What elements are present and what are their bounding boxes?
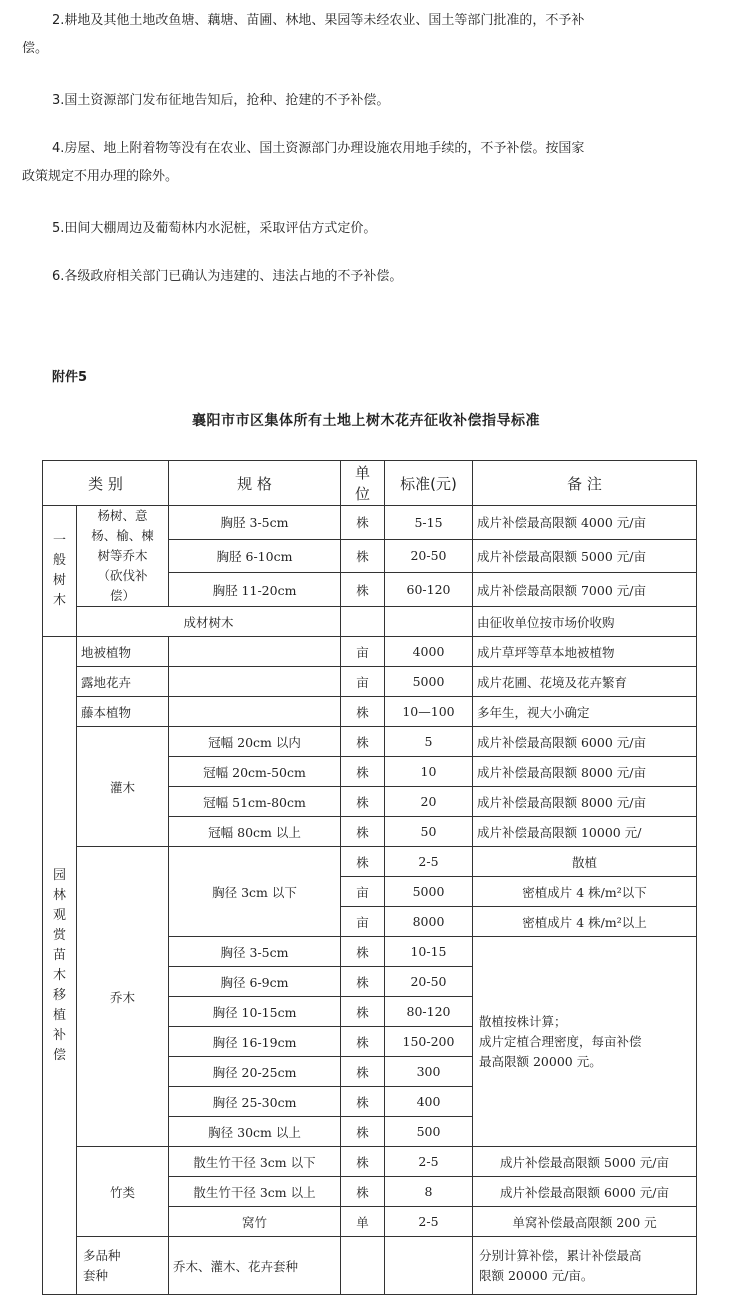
unit-cell: 株 bbox=[341, 539, 385, 573]
standard-cell: 10-15 bbox=[385, 937, 473, 967]
remark-cell: 分别计算补偿，累计补偿最高 限额 20000 元/亩。 bbox=[473, 1237, 697, 1295]
remark-cell: 成片补偿最高限额 6000 元/亩 bbox=[473, 1177, 697, 1207]
standard-cell: 400 bbox=[385, 1087, 473, 1117]
spec-cell: 胸径 16-19cm bbox=[169, 1027, 341, 1057]
remark-cell: 成片补偿最高限额 5000 元/亩 bbox=[473, 539, 697, 573]
table-row bbox=[43, 667, 697, 697]
unit-cell: 株 bbox=[341, 847, 385, 877]
spec-cell bbox=[169, 637, 341, 667]
remark-cell: 单窝补偿最高限额 200 元 bbox=[473, 1207, 697, 1237]
standard-cell: 20-50 bbox=[385, 967, 473, 997]
unit-cell: 亩 bbox=[341, 637, 385, 667]
remark-cell: 密植成片 4 株/m²以下 bbox=[473, 877, 697, 907]
standard-cell: 500 bbox=[385, 1117, 473, 1147]
paragraph-4: 4.房屋、地上附着物等没有在农业、国土资源部门办理设施农用地手续的，不予补偿。按国家 bbox=[52, 141, 585, 156]
standard-cell: 10 bbox=[385, 757, 473, 787]
unit-cell: 株 bbox=[341, 1117, 385, 1147]
paragraph-4-continued: 政策规定不用办理的除外。 bbox=[22, 169, 179, 184]
subcategory-poplar: 杨树、意 杨、榆、楝 树等乔木 （砍伐补 偿） bbox=[77, 506, 169, 607]
standard-cell: 20-50 bbox=[385, 539, 473, 573]
standard-cell: 8000 bbox=[385, 907, 473, 937]
subcategory-cell: 地被植物 bbox=[77, 637, 169, 667]
subcategory-shrub: 灌木 bbox=[77, 727, 169, 847]
standard-cell: 2-5 bbox=[385, 847, 473, 877]
table-row bbox=[43, 847, 697, 877]
remark-cell: 成片补偿最高限额 7000 元/亩 bbox=[473, 573, 697, 607]
unit-cell: 株 bbox=[341, 697, 385, 727]
header-unit: 单 位 bbox=[341, 461, 385, 506]
spec-cell: 乔木、灌木、花卉套种 bbox=[169, 1237, 341, 1295]
spec-cell: 胸径 6-9cm bbox=[169, 967, 341, 997]
spec-cell bbox=[169, 667, 341, 697]
spec-cell: 胸胫 3-5cm bbox=[169, 506, 341, 540]
spec-cell: 胸径 25-30cm bbox=[169, 1087, 341, 1117]
standard-cell: 60-120 bbox=[385, 573, 473, 607]
unit-cell bbox=[341, 1237, 385, 1295]
spec-cell: 胸径 20-25cm bbox=[169, 1057, 341, 1087]
spec-cell: 窝竹 bbox=[169, 1207, 341, 1237]
standard-cell: 20 bbox=[385, 787, 473, 817]
table-row bbox=[43, 1147, 697, 1177]
subcategory-cell: 藤本植物 bbox=[77, 697, 169, 727]
unit-cell: 株 bbox=[341, 997, 385, 1027]
unit-cell bbox=[341, 607, 385, 637]
paragraph-5: 5.田间大棚周边及葡萄林内水泥桩，采取评估方式定价。 bbox=[52, 221, 377, 236]
table-row bbox=[43, 461, 697, 506]
standard-cell: 5000 bbox=[385, 877, 473, 907]
unit-cell: 株 bbox=[341, 817, 385, 847]
unit-cell: 株 bbox=[341, 967, 385, 997]
standard-cell: 4000 bbox=[385, 637, 473, 667]
remark-cell: 成片补偿最高限额 6000 元/亩 bbox=[473, 727, 697, 757]
standard-cell bbox=[385, 1237, 473, 1295]
spec-cell: 胸胫 6-10cm bbox=[169, 539, 341, 573]
category-garden-nursery: 园林观赏苗木移植补偿 bbox=[43, 637, 77, 1295]
table-row bbox=[43, 506, 697, 540]
unit-cell: 单 bbox=[341, 1207, 385, 1237]
unit-cell: 株 bbox=[341, 1057, 385, 1087]
unit-cell: 株 bbox=[341, 757, 385, 787]
remark-cell: 散植 bbox=[473, 847, 697, 877]
paragraph-3: 3.国土资源部门发布征地告知后，抢种、抢建的不予补偿。 bbox=[52, 93, 390, 108]
standard-cell: 2-5 bbox=[385, 1147, 473, 1177]
table-row bbox=[43, 637, 697, 667]
remark-cell: 由征收单位按市场价收购 bbox=[473, 607, 697, 637]
standard-cell: 5-15 bbox=[385, 506, 473, 540]
spec-cell: 散生竹干径 3cm 以上 bbox=[169, 1177, 341, 1207]
header-remark: 备 注 bbox=[473, 461, 697, 506]
remark-cell: 成片补偿最高限额 5000 元/亩 bbox=[473, 1147, 697, 1177]
unit-cell: 亩 bbox=[341, 667, 385, 697]
remark-cell: 成片补偿最高限额 8000 元/亩 bbox=[473, 757, 697, 787]
spec-cell: 冠幅 80cm 以上 bbox=[169, 817, 341, 847]
header-category: 类 别 bbox=[43, 461, 169, 506]
remark-cell: 密植成片 4 株/m²以上 bbox=[473, 907, 697, 937]
standard-cell: 150-200 bbox=[385, 1027, 473, 1057]
spec-cell: 胸径 3cm 以下 bbox=[169, 847, 341, 937]
remark-cell: 成片补偿最高限额 10000 元/ bbox=[473, 817, 697, 847]
spec-cell bbox=[169, 697, 341, 727]
standard-cell bbox=[385, 607, 473, 637]
paragraph-2: 2.耕地及其他土地改鱼塘、藕塘、苗圃、林地、果园等未经农业、国土等部门批准的，不予补 bbox=[52, 13, 585, 28]
spec-cell: 胸径 10-15cm bbox=[169, 997, 341, 1027]
table-row bbox=[43, 1237, 697, 1295]
standard-cell: 50 bbox=[385, 817, 473, 847]
unit-cell: 株 bbox=[341, 787, 385, 817]
spec-cell: 散生竹干径 3cm 以下 bbox=[169, 1147, 341, 1177]
spec-cell: 冠幅 20cm 以内 bbox=[169, 727, 341, 757]
standard-cell: 80-120 bbox=[385, 997, 473, 1027]
remark-tree: 散植按株计算； 成片定植合理密度，每亩补偿 最高限额 20000 元。 bbox=[473, 937, 697, 1147]
standard-cell: 5 bbox=[385, 727, 473, 757]
standard-cell: 10—100 bbox=[385, 697, 473, 727]
unit-cell: 亩 bbox=[341, 877, 385, 907]
unit-cell: 亩 bbox=[341, 907, 385, 937]
spec-cell: 冠幅 51cm-80cm bbox=[169, 787, 341, 817]
table-title: 襄阳市市区集体所有土地上树木花卉征收补偿指导标准 bbox=[192, 413, 540, 429]
remark-cell: 成片补偿最高限额 4000 元/亩 bbox=[473, 506, 697, 540]
unit-cell: 株 bbox=[341, 506, 385, 540]
standard-cell: 8 bbox=[385, 1177, 473, 1207]
subcategory-tree: 乔木 bbox=[77, 847, 169, 1147]
standard-cell: 5000 bbox=[385, 667, 473, 697]
spec-cell: 胸胫 11-20cm bbox=[169, 573, 341, 607]
unit-cell: 株 bbox=[341, 1177, 385, 1207]
unit-cell: 株 bbox=[341, 573, 385, 607]
remark-cell: 多年生，视大小确定 bbox=[473, 697, 697, 727]
compensation-table bbox=[42, 460, 697, 1295]
spec-cell: 冠幅 20cm-50cm bbox=[169, 757, 341, 787]
spec-cell: 胸径 30cm 以上 bbox=[169, 1117, 341, 1147]
remark-cell: 成片补偿最高限额 8000 元/亩 bbox=[473, 787, 697, 817]
unit-cell: 株 bbox=[341, 937, 385, 967]
subcategory-bamboo: 竹类 bbox=[77, 1147, 169, 1237]
header-spec: 规 格 bbox=[169, 461, 341, 506]
subcategory-cell: 露地花卉 bbox=[77, 667, 169, 697]
table-row bbox=[43, 697, 697, 727]
table-row bbox=[43, 727, 697, 757]
paragraph-2-continued: 偿。 bbox=[22, 41, 49, 56]
unit-cell: 株 bbox=[341, 1027, 385, 1057]
remark-cell: 成片花圃、花境及花卉繁育 bbox=[473, 667, 697, 697]
standard-cell: 2-5 bbox=[385, 1207, 473, 1237]
standard-cell: 300 bbox=[385, 1057, 473, 1087]
remark-cell: 成片草坪等草本地被植物 bbox=[473, 637, 697, 667]
unit-cell: 株 bbox=[341, 1147, 385, 1177]
table-row bbox=[43, 607, 697, 637]
subcategory-mixed: 多品种 套种 bbox=[77, 1237, 169, 1295]
attachment-label: 附件5 bbox=[52, 370, 88, 385]
header-standard: 标准(元) bbox=[385, 461, 473, 506]
spec-cell: 胸径 3-5cm bbox=[169, 937, 341, 967]
unit-cell: 株 bbox=[341, 727, 385, 757]
paragraph-6: 6.各级政府相关部门已确认为违建的、违法占地的不予补偿。 bbox=[52, 269, 403, 284]
category-general-trees: 一般树木 bbox=[43, 506, 77, 637]
unit-cell: 株 bbox=[341, 1087, 385, 1117]
spec-cell: 成材树木 bbox=[77, 607, 341, 637]
